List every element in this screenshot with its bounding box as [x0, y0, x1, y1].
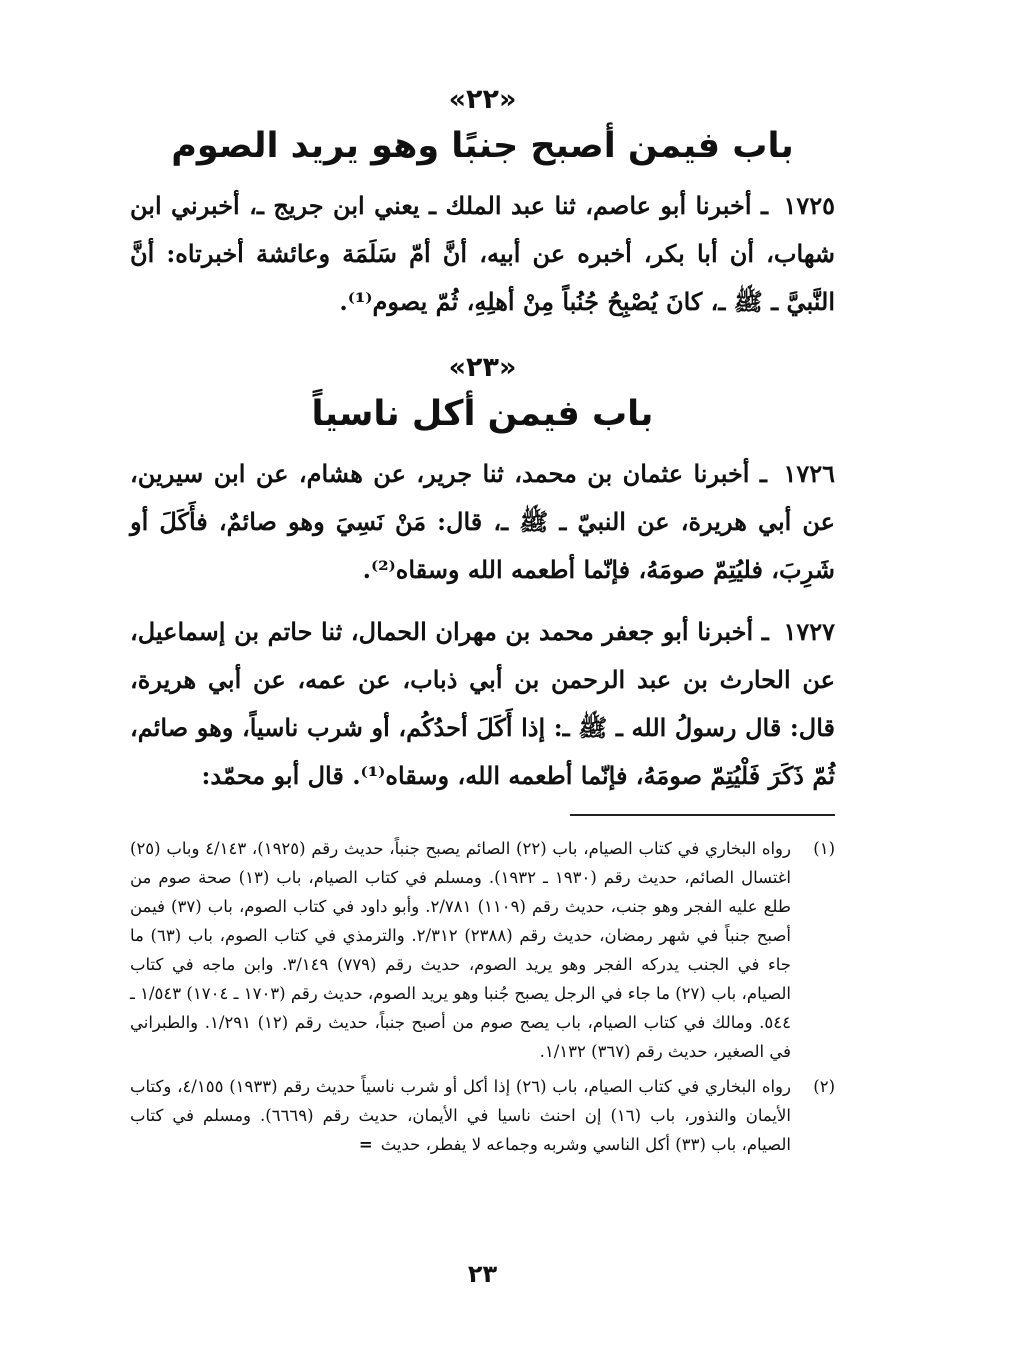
- hadith-paragraph: [130, 450, 835, 594]
- footnote-divider: [570, 814, 835, 816]
- continuation-mark: =: [358, 1135, 373, 1154]
- section-22: [130, 80, 835, 326]
- hadith-number: ١٧٢٧: [783, 617, 836, 646]
- footnote-marker: (١): [813, 839, 835, 858]
- hadith-text: ـ أخبرنا أبو جعفر محمد بن مهران الحمال، ثنا حاتم بن إسماعيل، عن الحارث بن عبد الرحمن بن أبي ذباب، عن عمه، عن أبي هريرة، قال: قال رسولُ الله ـ ﷺ ـ: إذا أَكَلَ أحدُكُم، أو شرب ناسياً، وهو صائم، ثُمّ ذَكَرَ فَلْيُتِمّ صومَهُ، فإنّما أطعمه الله، وسقاه⁽¹⁾. قال أبو محمّد:: [130, 617, 835, 790]
- hadith-number: ١٧٢٦: [783, 459, 835, 488]
- hadith-paragraph: [130, 182, 835, 326]
- section-23: [130, 348, 835, 800]
- hadith-text: ـ أخبرنا أبو عاصم، ثنا عبد الملك ـ يعني ابن جريج ـ، أخبرني ابن شهاب، أن أبا بكر، أخبره عن أبيه، أنَّ أمّ سَلَمَة وعائشة أخبرتاه: أنَّ النَّبيَّ ـ ﷺ ـ، كانَ يُصْبِحُ جُنُباً مِنْ أهلِهِ، ثُمّ يصوم⁽¹⁾.: [130, 191, 835, 316]
- chapter-number: «٢٣»: [448, 352, 517, 383]
- hadith-number: ١٧٢٥: [783, 191, 836, 220]
- book-page: [130, 80, 835, 1340]
- page-number: ٢٣: [467, 1260, 498, 1288]
- footnote-marker: (٢): [813, 1077, 835, 1096]
- footnote: [130, 834, 835, 1066]
- chapter-title: باب فيمن أكل ناسياً: [311, 394, 654, 434]
- hadith-text: ـ أخبرنا عثمان بن محمد، ثنا جرير، عن هشام، عن ابن سيرين، عن أبي هريرة، عن النبيّ ـ ﷺ ـ، قال: مَنْ نَسِيَ وهو صائمٌ، فأَكَلَ أو شَرِبَ، فليُتِمّ صومَهُ، فإنّما أطعمه الله وسقاه⁽²⁾.: [130, 459, 835, 584]
- footnote-text: رواه البخاري في كتاب الصيام، باب (٢٦) إذا أكل أو شرب ناسياً حديث رقم (١٩٣٣) ٤/١٥٥، وكتاب الأيمان والنذور، باب (١٦) إن احنث ناسيا في الأيمان، حديث رقم (٦٦٦٩). ومسلم في كتاب الصيام، باب (٣٣) أكل الناسي وشربه وجماعه لا يفطر، حديث: [130, 1077, 791, 1154]
- hadith-paragraph: [130, 608, 835, 800]
- footnote-text: رواه البخاري في كتاب الصيام، باب (٢٢) الصائم يصبح جنباً، حديث رقم (١٩٢٥)، ٤/١٤٣ وباب (٢٥) اغتسال الصائم، حديث رقم (١٩٣٠ ـ ١٩٣٢). ومسلم في كتاب الصيام، باب (١٣) صحة صوم من طلع عليه الفجر وهو جنب، حديث رقم (١١٠٩) ٢/٧٨١. وأبو داود في كتاب الصوم، باب (٣٧) فيمن أصبح جنباً في شهر رمضان، حديث رقم (٢٣٨٨) ٢/٣١٢. والترمذي في كتاب الصوم، باب (٦٣) ما جاء في الجنب يدركه الفجر وهو يريد الصوم، حديث رقم (٧٧٩) ٣/١٤٩. وابن ماجه في كتاب الصيام، باب (٢٧) ما جاء في الرجل يصبح جُنبا وهو يريد الصوم، حديث رقم (١٧٠٣ ـ ١٧٠٤) ١/٥٤٣ ـ ٥٤٤. ومالك في كتاب الصيام، باب يصح صوم من أصبح جنباً، حديث رقم (١٢) ١/٢٩١. والطبراني في الصغير، حديث رقم (٣٦٧) ١/١٣٢.: [130, 839, 792, 1061]
- chapter-number: «٢٢»: [448, 84, 517, 115]
- chapter-title: باب فيمن أصبح جنبًا وهو يريد الصوم: [171, 126, 794, 166]
- footnotes: [130, 834, 835, 1159]
- footnote: [130, 1072, 835, 1159]
